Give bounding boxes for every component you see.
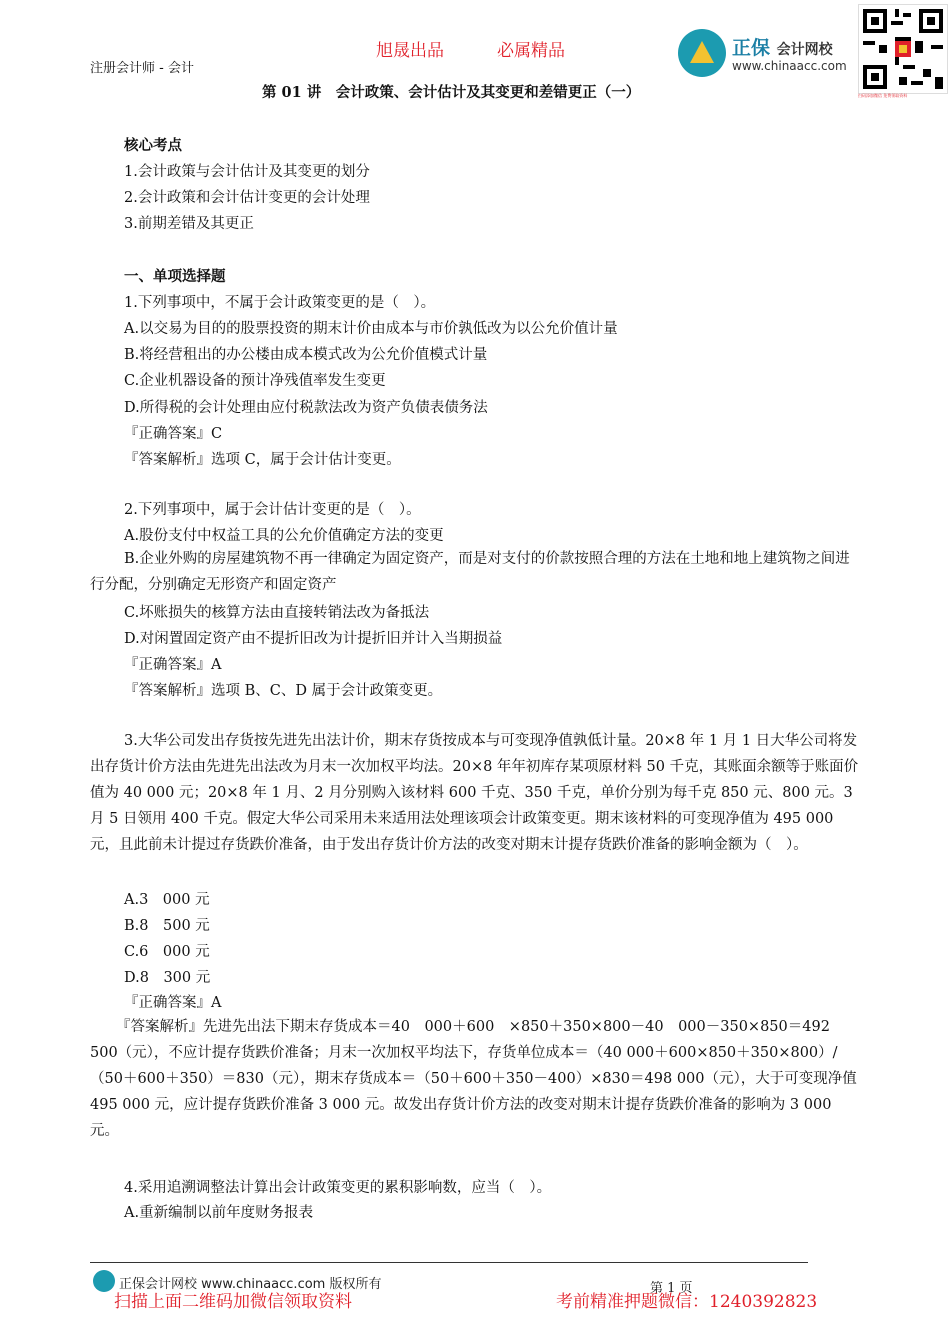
q1-analysis: 『答案解析』选项 C，属于会计估计变更。: [124, 452, 401, 468]
q3-answer: 『正确答案』A: [124, 995, 222, 1011]
logo-url: www.chinaacc.com: [732, 59, 847, 73]
core-item: 2.会计政策和会计估计变更的会计处理: [124, 190, 370, 206]
footer-red-promo-right: 考前精准押题微信：1240392823: [556, 1292, 818, 1312]
q1-option-d: D.所得税的会计处理由应付税款法改为资产负债表债务法: [124, 400, 488, 416]
qr-note: 扫码添加微信 免费领取资料: [858, 93, 908, 98]
q1-option-c: C.企业机器设备的预计净残值率发生变更: [124, 373, 386, 389]
header-red-slogan-left: 旭晟出品: [376, 41, 444, 61]
q2-stem: 2.下列事项中，属于会计估计变更的是（ ）。: [124, 502, 421, 518]
q4-option-a: A.重新编制以前年度财务报表: [124, 1205, 314, 1221]
q3-option-a: A.3 000 元: [124, 892, 210, 908]
qr-code-icon: [858, 4, 948, 94]
logo-mark-icon: [678, 29, 726, 77]
logo-name: 正保: [732, 37, 771, 59]
core-item: 3.前期差错及其更正: [124, 216, 254, 232]
q3-analysis: 『答案解析』先进先出法下期末存货成本＝40 000＋600 ×850＋350×800－40 000－350×850＝492 500（元），不应计提存货跌价准备；月末一次加权平均法下，存货单位成本＝（40 000＋600×850＋350×800）/（50＋600＋350）＝830（元），期末存货成本＝（50＋600＋350－400）×830＝498 000（元），大于可变现净值 495 000 元，应计提存货跌价准备 3 000 元。故发出存货计价方法的改变对期末计提存货跌价准备的影响为 3 000 元。: [90, 1019, 857, 1139]
q1-stem: 1.下列事项中，不属于会计政策变更的是（ ）。: [124, 295, 436, 311]
section-heading: 一、单项选择题: [124, 268, 226, 285]
q2-analysis: 『答案解析』选项 B、C、D 属于会计政策变更。: [124, 683, 443, 699]
footer-red-promo-left: 扫描上面二维码加微信领取资料: [114, 1292, 352, 1312]
q2-option-b: B.企业外购的房屋建筑物不再一律确定为固定资产，而是对支付的价款按照合理的方法在土地和地上建筑物之间进行分配，分别确定无形资产和固定资产: [90, 551, 850, 593]
q3-option-b: B.8 500 元: [124, 918, 210, 934]
q2-option-d: D.对闲置固定资产由不提折旧改为计提折旧并计入当期损益: [124, 631, 503, 647]
footer-logo-icon: [93, 1270, 115, 1292]
page-title: 第 01 讲 会计政策、会计估计及其变更和差错更正（一）: [262, 84, 641, 101]
q1-option-b: B.将经营租出的办公楼由成本模式改为公允价值模式计量: [124, 347, 488, 363]
q3-stem: 3.大华公司发出存货按先进先出法计价，期末存货按成本与可变现净值孰低计量。20×8 年 1 月 1 日大华公司将发出存货计价方法由先进先出法改为月末一次加权平均法。20×8 年年初库存某项原材料 50 千克，其账面余额等于账面价值为 40 000 元；20×8 年 1 月、2 月分别购入该材料 600 千克、350 千克，单价分别为每千克 850 元、800 元。3 月 5 日领用 400 千克。假定大华公司采用未来适用法处理该项会计政策变更。期末该材料的可变现净值为 495 000 元，且此前未计提过存货跌价准备，由于发出存货计价方法的改变对期末计提存货跌价准备的影响金额为（ ）。: [90, 733, 859, 853]
header-subject: 注册会计师 - 会计: [90, 61, 194, 76]
q2-answer: 『正确答案』A: [124, 657, 222, 673]
q3-option-c: C.6 000 元: [124, 944, 210, 960]
core-heading: 核心考点: [124, 137, 182, 154]
q4-stem: 4.采用追溯调整法计算出会计政策变更的累积影响数，应当（ ）。: [124, 1180, 552, 1196]
q2-option-a: A.股份支付中权益工具的公允价值确定方法的变更: [124, 528, 444, 544]
q1-answer: 『正确答案』C: [124, 426, 223, 442]
q1-option-a: A.以交易为目的的股票投资的期末计价由成本与市价孰低改为以公允价值计量: [124, 321, 618, 337]
logo-sub: 会计网校: [776, 42, 833, 58]
q2-option-c: C.坏账损失的核算方法由直接转销法改为备抵法: [124, 605, 430, 621]
page-number: 第 1 页: [650, 1281, 693, 1296]
header-red-slogan-right: 必属精品: [497, 41, 565, 61]
chinaacc-logo: [678, 29, 854, 79]
footer-divider: [90, 1262, 808, 1263]
footer-copyright: 正保会计网校 www.chinaacc.com 版权所有: [119, 1277, 382, 1292]
core-item: 1.会计政策与会计估计及其变更的划分: [124, 164, 370, 180]
q3-option-d: D.8 300 元: [124, 970, 211, 986]
